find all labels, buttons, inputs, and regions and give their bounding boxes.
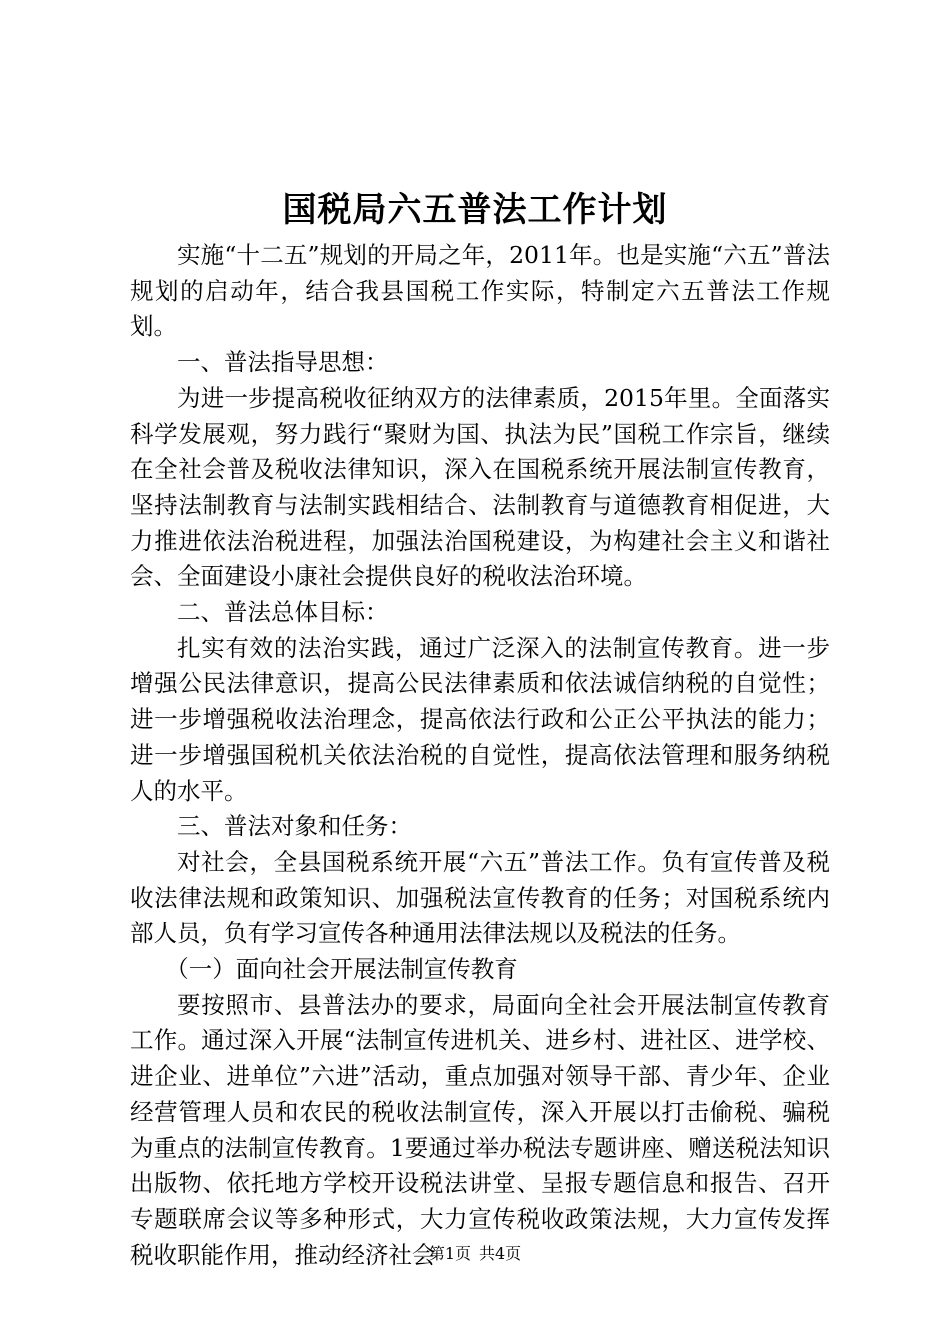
section-heading-overall-goals: 二、普法总体目标： [177,598,389,627]
section-heading-guiding-ideology: 一、普法指导思想： [177,348,389,377]
paragraph-guiding-ideology: 为进一步提高税收征纳双方的法律素质，2015年里。全面落实科学发展观，努力践行“聚财为国、执法为民”国税工作宗旨，继续在全社会普及税收法律知识，深入在国税系统开展法制宣传教育，坚持法制教育与法制实践相结合、法制教育与道德教育相促进，大力推进依法治税进程，加强法治国税建设，为构建社会主义和谐社会、全面建设小康社会提供良好的税收法治环境。 [130,383,830,591]
document-title: 国税局六五普法工作计划 [282,190,668,230]
page-total: 共4页 [479,1244,522,1263]
subsection-heading-public-education: （一）面向社会开展法制宣传教育 [165,955,518,984]
page-footer [0,1244,950,1264]
document-body [130,238,830,1273]
paragraph-targets-tasks: 对社会，全县国税系统开展“六五”普法工作。负有宣传普及税收法律法规和政策知识、加强税法宣传教育的任务；对国税系统内部人员，负有学习宣传各种通用法律法规以及税法的任务。 [130,847,830,948]
paragraph-overall-goals: 扎实有效的法治实践，通过广泛深入的法制宣传教育。进一步增强公民法律意识，提高公民法律素质和依法诚信纳税的自觉性；进一步增强税收法治理念，提高依法行政和公正公平执法的能力；进一步增强国税机关依法治税的自觉性，提高依法管理和服务纳税人的水平。 [130,633,830,805]
section-heading-targets-tasks: 三、普法对象和任务： [177,812,412,841]
paragraph-intro: 实施“十二五”规划的开局之年，2011年。也是实施“六五”普法规划的启动年，结合我县国税工作实际，特制定六五普法工作规划。 [130,241,830,341]
paragraph-public-education: 要按照市、县普法办的要求，局面向全社会开展法制宣传教育工作。通过深入开展“法制宣传进机关、进乡村、进社区、进学校、进企业、进单位”六进”活动，重点加强对领导干部、青少年、企业经营管理人员和农民的税收法制宣传，深入开展以打击偷税、骗税为重点的法制宣传教育。1要通过举办税法专题讲座、赠送税法知识出版物、依托地方学校开设税法讲堂、呈报专题信息和报告、召开专题联席会议等多种形式，大力宣传税收政策法规，大力宣传发挥税收职能作用，推动经济社会 [130,990,830,1269]
page-number: 第1页 [428,1244,471,1263]
